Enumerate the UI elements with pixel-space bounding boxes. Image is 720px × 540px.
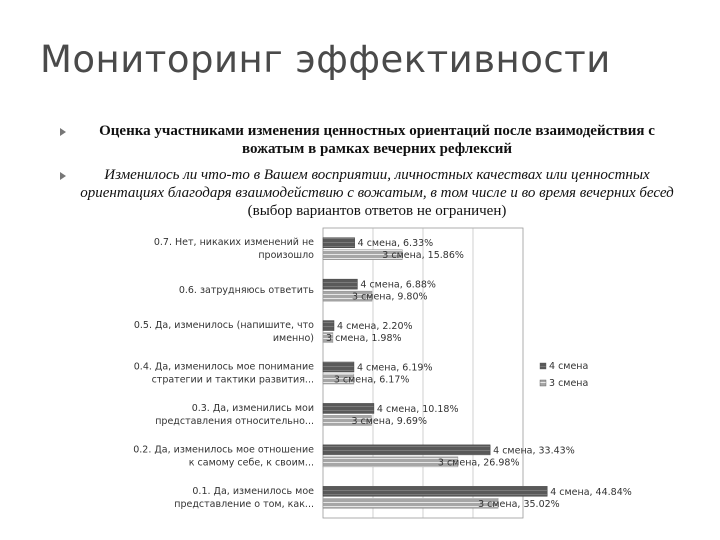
data-label: 4 смена, 44.84% xyxy=(550,486,632,498)
bullet-text: Оценка участниками изменения ценностных ориентаций после взаимодействия с вожатым в рамках вечерних рефлексий xyxy=(99,123,655,157)
data-label: 3 смена, 26.98% xyxy=(437,457,520,469)
category-label: 0.1. Да, изменилось мое xyxy=(192,485,314,497)
category-label: представление о том, как... xyxy=(174,498,314,510)
bar xyxy=(323,486,547,496)
legend-swatch xyxy=(540,380,546,386)
question-note: (выбор вариантов ответов не ограничен) xyxy=(247,203,507,219)
bar xyxy=(323,279,357,289)
legend-label: 4 смена xyxy=(549,361,589,372)
category-label: стратегии и тактики развития... xyxy=(151,374,314,386)
data-label: 4 смена, 6.33% xyxy=(357,238,434,250)
bar xyxy=(323,403,374,413)
question-text: Изменилось ли что-то в Вашем восприятии, личностных качествах или ценностных ориентациях благодаря взаимодействию с вожатым, в том числе и во время вечерних бесед xyxy=(80,167,674,201)
data-label: 4 смена, 33.43% xyxy=(493,445,575,457)
category-label: 0.3. Да, изменились мои xyxy=(191,402,314,414)
category-label: 0.7. Нет, никаких изменений не xyxy=(153,237,314,249)
data-label: 3 смена, 15.86% xyxy=(382,250,464,262)
data-label: 3 смена, 1.98% xyxy=(326,333,402,345)
data-label: 3 смена, 35.02% xyxy=(478,498,560,510)
slide-title: Мониторинг эффективности xyxy=(40,38,611,81)
legend-label: 3 смена xyxy=(549,378,589,389)
category-label: к самому себе, к своим... xyxy=(188,457,314,469)
category-label: 0.2. Да, изменилось мое отношение xyxy=(133,444,314,456)
category-label: 0.4. Да, изменилось мое понимание xyxy=(133,361,314,373)
data-label: 3 смена, 9.69% xyxy=(351,415,428,427)
bar xyxy=(323,238,355,248)
category-label: произошло xyxy=(258,250,314,262)
data-label: 4 смена, 6.88% xyxy=(360,279,436,291)
category-label: представления относительно... xyxy=(155,415,314,427)
bar xyxy=(323,321,334,331)
data-label: 4 смена, 10.18% xyxy=(376,403,459,415)
data-label: 3 смена, 6.17% xyxy=(333,374,410,386)
legend-swatch xyxy=(540,363,546,369)
bar xyxy=(323,498,498,508)
bar xyxy=(323,362,354,372)
category-label: 0.5. Да, изменилось (напишите, что xyxy=(133,320,314,332)
data-label: 4 смена, 6.19% xyxy=(356,362,433,374)
category-label: 0.6. затрудняюсь ответить xyxy=(178,285,314,297)
bar xyxy=(323,445,490,455)
data-label: 3 смена, 9.80% xyxy=(352,291,428,303)
category-label: именно) xyxy=(272,333,314,345)
data-label: 4 смена, 2.20% xyxy=(337,321,413,333)
